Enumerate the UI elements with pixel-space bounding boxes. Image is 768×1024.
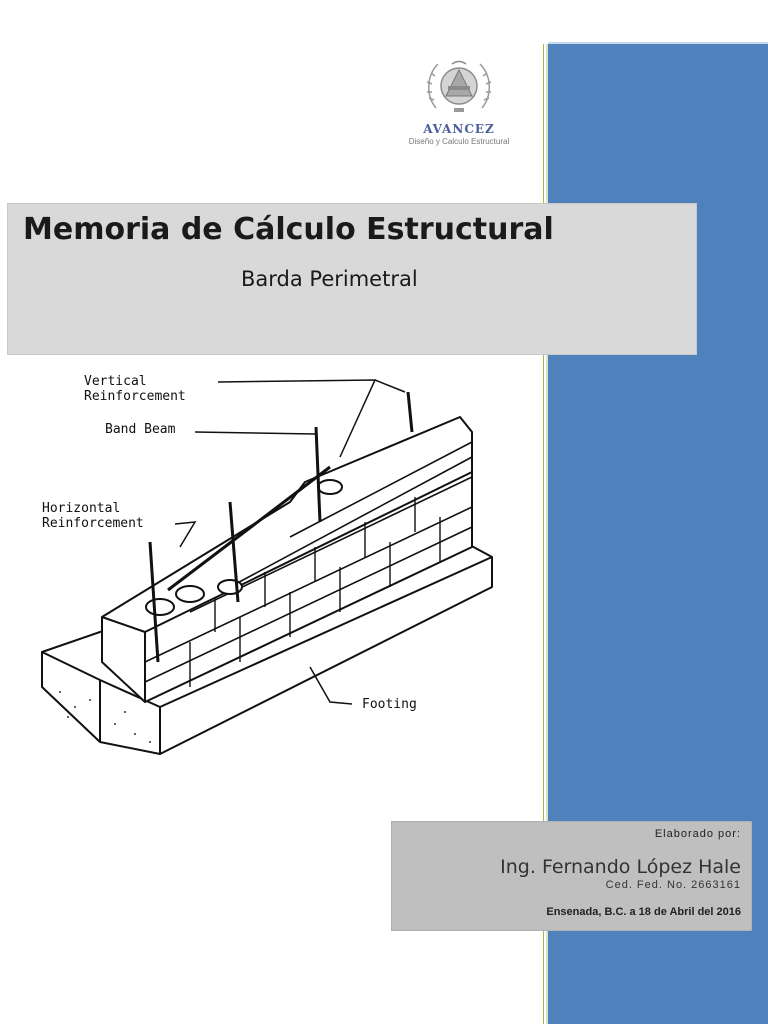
label-horizontal-reinforcement-line1: Horizontal — [42, 501, 121, 516]
logo-wordmark: AVANCEZ — [423, 122, 495, 136]
engineer-name: Ing. Fernando López Hale — [500, 856, 741, 878]
label-footing: Footing — [362, 697, 417, 712]
label-vertical-reinforcement-line1: Vertical — [84, 374, 147, 389]
logo-tagline: Diseño y Calculo Estructural — [408, 137, 510, 146]
masonry-wall-illustration — [40, 362, 500, 772]
prepared-by-label: Elaborado por: — [654, 828, 741, 840]
author-credit-block — [391, 821, 752, 931]
company-logo — [395, 56, 523, 151]
title-block — [7, 203, 697, 355]
seal-emblem-icon — [424, 56, 494, 120]
document-subtitle: Barda Perimetral — [241, 267, 418, 291]
label-vertical-reinforcement-line2: Reinforcement — [84, 389, 186, 404]
place-and-date: Ensenada, B.C. a 18 de Abril del 2016 — [546, 906, 741, 918]
license-number: Ced. Fed. No. 2663161 — [605, 879, 741, 891]
label-band-beam: Band Beam — [105, 422, 176, 437]
document-title: Memoria de Cálculo Estructural — [23, 212, 554, 247]
label-horizontal-reinforcement-line2: Reinforcement — [42, 516, 144, 531]
